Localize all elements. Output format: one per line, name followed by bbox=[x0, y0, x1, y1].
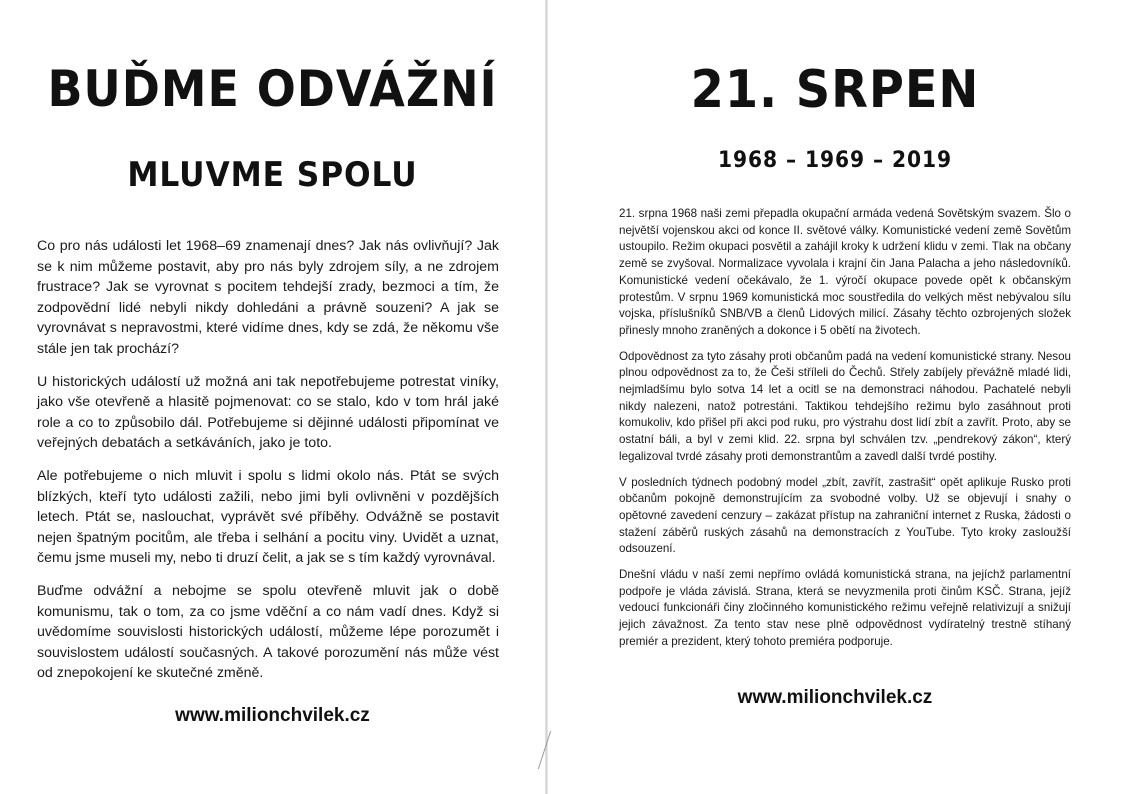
left-paragraph-2: U historických událostí už možná ani tak nepotřebujeme potrestat viníky, jako vše otevřeně a hlasitě pojmenovat: co se stalo, kdo v tom hrál jaké role a co to způsobilo dál. Potřebujeme si dějinné události připomínat ve veřejných debatách a setkáváních, jako je toto. bbox=[37, 373, 499, 452]
left-paragraph-4: Buďme odvážní a nebojme se spolu otevřeně mluvit jak o době komunismu, tak o tom, za co jsme vděční a co nám vadí dnes. Když si uvědomíme souvislosti historických událostí, můžeme lépe porozumět i souvislostem událostí současných. A takové porozumění nás může vést od znepokojení ke skutečné změně. bbox=[37, 582, 499, 682]
left-paragraph-1: Co pro nás události let 1968–69 znamenají dnes? Jak nás ovlivňují? Jak se k nim můžeme postavit, aby pro nás byly zdrojem síly, a ne zdrojem frustrace? Jak se vyrovnat s pocitem tehdejší zrady, bezmoci a tím, že zodpovědní lidé nebyli nikdy dohledáni a právně souzeni? A jak se vyrovnávat s nepravostmi, které vidíme dnes, kdy se zdá, že někomu vše stále jen tak prochází? bbox=[37, 238, 499, 357]
left-page-website-url: www.milionchvilek.cz bbox=[175, 705, 370, 726]
right-page-title: 21. SRPEN bbox=[690, 60, 980, 120]
right-paragraph-1: 21. srpna 1968 naši zemi přepadla okupační armáda vedená Sovětským svazem. Šlo o největší vojenskou akci od konce II. světové války. Komunistické vedení země Sovětům ustoupilo. Režim okupaci posvětil a zahájil kroky k udržení klidu v zemi. Tlak na občany země se zvyšoval. Normalizace vyvolala i krajní čin Jana Palacha a jeho následovníků. Komunistické vedení očekávalo, že 1. výročí okupace povede opět k občanským protestům. V srpnu 1969 komunistická moc soustředila do velkých měst nebývalou sílu vojska, příslušníků SNB/VB a členů Lidových milicí. Zásahy těchto ozbrojených složek přinesly mnoho zraněných a dokonce i 5 obětí na životech. bbox=[619, 207, 1071, 337]
left-paragraph-3: Ale potřebujeme o nich mluvit i spolu s lidmi okolo nás. Ptát se svých blízkých, kteří tyto události zažili, nebo jimi byli ovlivněni v pozdějších letech. Ptát se, naslouchat, vyprávět své příběhy. Odvážně se postavit nejen špatným pocitům, ale třeba i selhání a pocitu viny. Uvidět a uznat, čemu jsme museli my, nebo ti druzí čelit, a jak se s tím každý vyrovnával. bbox=[37, 467, 499, 567]
right-page-years: 1968 – 1969 – 2019 bbox=[718, 148, 952, 173]
left-page-subtitle: MLUVME SPOLU bbox=[127, 155, 418, 195]
left-leaflet-page bbox=[0, 0, 545, 794]
right-paragraph-2: Odpovědnost za tyto zásahy proti občanům padá na vedení komunistické strany. Nesou plnou odpovědnost za to, že Češi stříleli do Čechů. Střely zabíjely převážně mladé lidi, nejmladšímu bylo sotva 14 let a ocitl se na demonstraci náhodou. Pachatelé nebyli nikdy nalezeni, natož potrestáni. Taktikou tehdejšího režimu bylo zasáhnout proti komukoliv, kdo přišel při akci pod ruku, pro výstrahu dost lidí zbít a zavřít. Proto, aby se ostatní báli, a byl v zemi klid. 22. srpna byl schválen tzv. „pendrekový zákon“, který legalizoval tvrdé zásahy proti demonstrantům a zavedl další tvrdé postihy. bbox=[619, 349, 1071, 463]
right-paragraph-4: Dnešní vládu v naší zemi nepřímo ovládá komunistická strana, na jejíchž parlamentní podpoře je vláda závislá. Strana, která se nevyzmenila proti činům KSČ. Strana, jejíž vedoucí funkcionáři činy zločinného komunistického režimu veřejně relativizují a snižují jejich závažnost. Za tento stav nese plně odpovědnost vydíratelný trestně stíhaný premiér a prezident, který tohoto premiéra podporuje. bbox=[619, 568, 1071, 648]
left-page-body bbox=[37, 236, 499, 696]
left-page-title: BUĎME ODVÁŽNÍ bbox=[47, 60, 498, 118]
right-paragraph-3: V posledních týdnech podobný model „zbít, zavřít, zastrašit“ opět aplikuje Rusko proti občanům pokojně demonstrujícím za svobodné volby. Už se objevují i snahy o opětovné zavedení cenzury – zakázat přístup na zahraniční internet z Ruska, žádosti o stažení záběrů ruských zásahů na demonstracích z YouTube. Tyto kroky zasloužší odsouzení. bbox=[619, 475, 1071, 556]
right-leaflet-page bbox=[548, 0, 1122, 794]
right-page-body bbox=[619, 206, 1071, 660]
right-page-website-url: www.milionchvilek.cz bbox=[737, 687, 933, 708]
